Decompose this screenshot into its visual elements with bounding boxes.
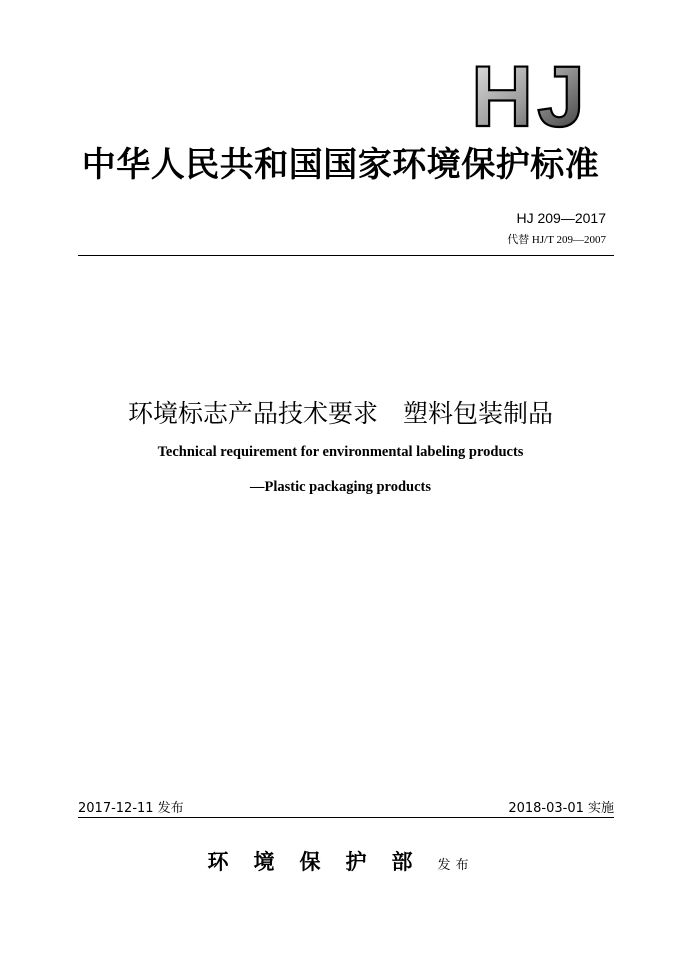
- issuer-name: 环境保护部: [207, 849, 438, 874]
- standard-code: HJ 209—2017: [516, 210, 606, 226]
- replaces-note: 代替 HJ/T 209—2007: [507, 234, 606, 246]
- issuer-suffix: 发布: [437, 858, 474, 873]
- logo-text: HJ: [471, 56, 589, 130]
- english-title-line1: Technical requirement for environmental labeling products: [157, 444, 524, 460]
- standard-title: 中华人民共和国国家环境保护标准: [81, 145, 600, 185]
- hj-logo: [459, 56, 601, 130]
- header-divider: [78, 255, 614, 256]
- hj-logo-mark: [459, 56, 601, 130]
- implementation-date: 2018-03-01 实施: [508, 801, 614, 816]
- document-title: 环境标志产品技术要求 塑料包装制品: [127, 399, 553, 428]
- issuer-line: [0, 846, 681, 876]
- english-title-line2: —Plastic packaging products: [249, 479, 431, 495]
- issue-date: 2017-12-11 发布: [78, 801, 184, 816]
- footer-divider: [78, 817, 614, 818]
